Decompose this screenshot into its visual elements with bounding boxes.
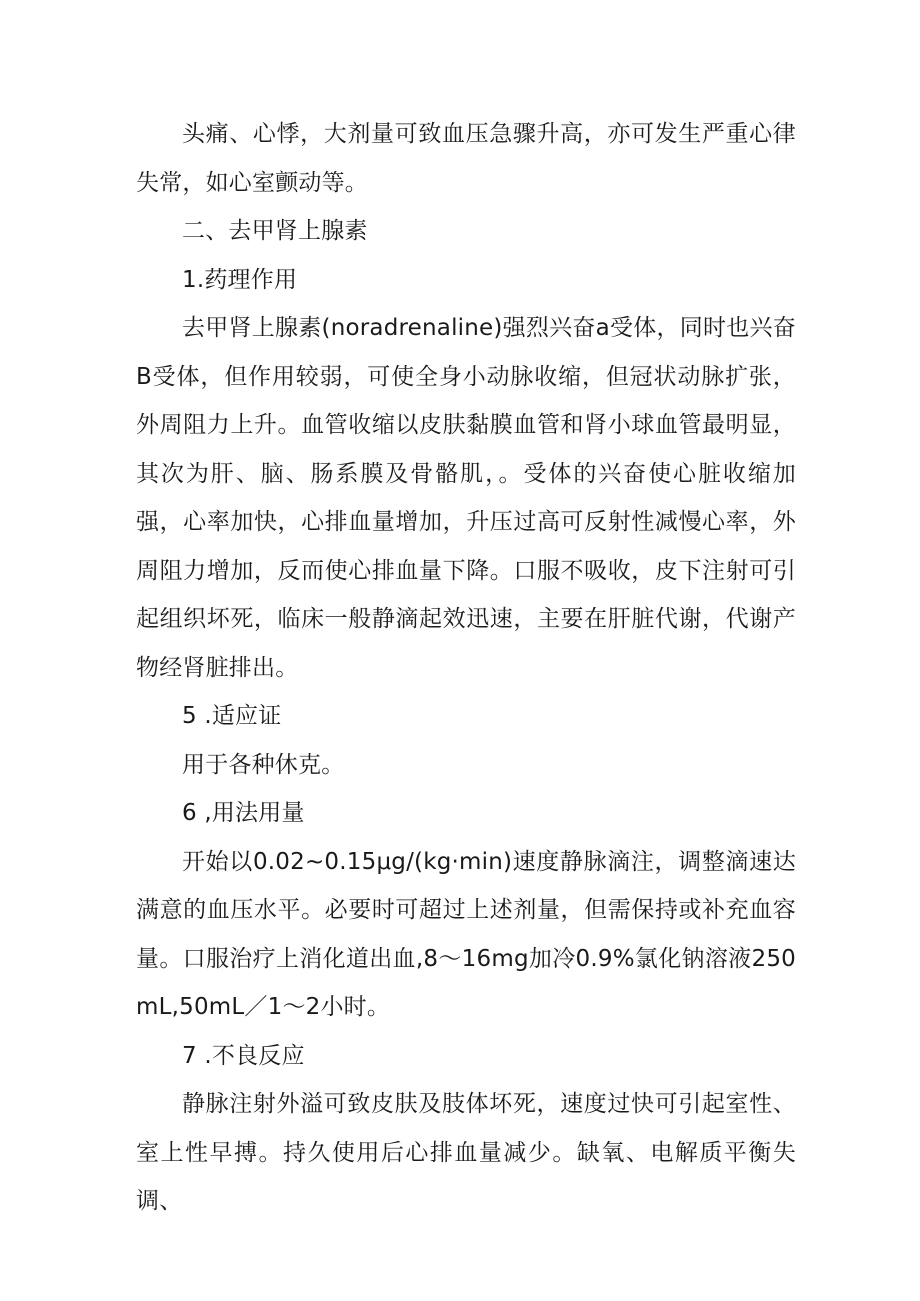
subheading-indications: 5 .适应证 <box>182 703 282 729</box>
paragraph-adverse-reactions: 静脉注射外溢可致皮肤及肢体坏死，速度过快可引起室性、室上性早搏。持久使用后心排血量减少。缺氧、电解质平衡失调、 <box>136 1091 796 1214</box>
paragraph-side-effects-continued: 头痛、心悸，大剂量可致血压急骤升高，亦可发生严重心律失常，如心室颤动等。 <box>136 121 796 196</box>
paragraph-dosage: 开始以0.02~0.15μg/(kg·min)速度静脉滴注，调整滴速达满意的血压水平。必要时可超过上述剂量，但需保持或补充血容量。口服治疗上消化道出血,8～16mg加冷0.9%氯化钠溶液250mL,50mL／1～2小时。 <box>136 848 796 1020</box>
subheading-dosage: 6 ,用法用量 <box>182 800 305 826</box>
subheading-adverse-reactions: 7 .不良反应 <box>182 1042 305 1069</box>
paragraph-pharmacology: 去甲肾上腺素(noradrenaline)强烈兴奋a受体，同时也兴奋B受体，但作用较弱，可使全身小动脉收缩，但冠状动脉扩张，外周阻力上升。血管收缩以皮肤黏膜血管和肾小球血管最明显，其次为肝、脑、肠系膜及骨骼肌，。受体的兴奋使心脏收缩加强，心率加快，心排血量增加，升压过高可反射性减慢心率，外周阻力增加，反而使心排血量下降。口服不吸收，皮下注射可引起组织坏死，临床一般静滴起效迅速，主要在肝脏代谢，代谢产物经肾脏排出。 <box>136 315 796 681</box>
document-body <box>136 110 796 1226</box>
paragraph-indications: 用于各种休克。 <box>182 751 345 778</box>
subheading-pharmacology: 1.药理作用 <box>182 266 298 293</box>
section-heading-norepinephrine: 二、去甲肾上腺素 <box>182 218 368 244</box>
